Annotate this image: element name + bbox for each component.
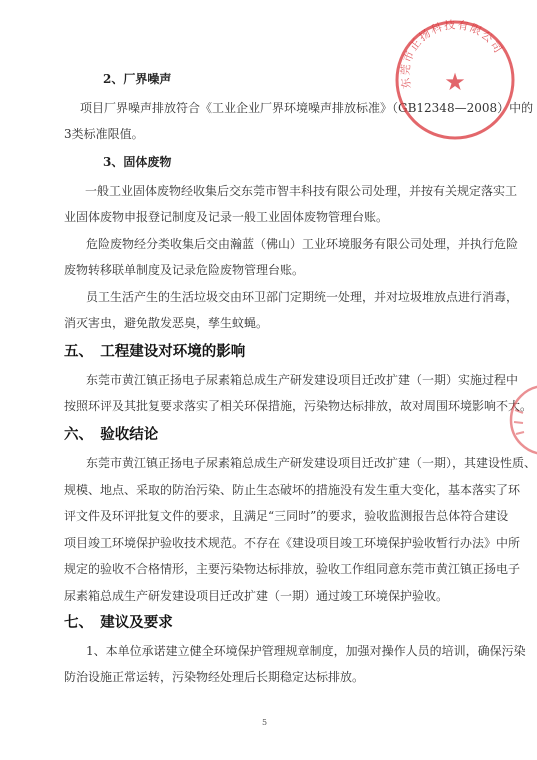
solid-waste-p1-line-2: 业固体废物申报登记制度及记录一般工业固体废物管理台账。 — [64, 210, 389, 224]
solid-waste-p3-line-2: 消灭害虫，避免散发恶臭，孳生蚊蝇。 — [64, 316, 269, 330]
solid-waste-p3-line-1: 员工生活产生的生活垃圾交由环卫部门定期统一处理，并对垃圾堆放点进行消毒， — [86, 290, 519, 304]
page-number: 5 — [262, 718, 268, 727]
section-6-line-4: 项目竣工环境保护验收技术规范。不存在《建设项目竣工环境保护验收暂行办法》中所 — [64, 536, 521, 550]
section-6-line-2: 规模、地点、采取的防治污染、防止生态破坏的措施没有发生重大变化，基本落实了环 — [64, 483, 521, 497]
section-6-line-1: 东莞市黄江镇正扬电子尿素箱总成生产研发建设项目迁改扩建（一期），其建设性质、 — [86, 456, 537, 470]
section-6-line-5: 规定的验收不合格情形，主要污染物达标排放，验收工作组同意东莞市黄江镇正扬电子 — [64, 562, 521, 576]
section-6-heading: 六、 验收结论 — [64, 426, 159, 443]
solid-waste-subheading: 3、固体废物 — [103, 155, 172, 169]
section-5-line-2: 按照环评及其批复要求落实了相关环保措施，污染物达标排放，故对周围环境影响不大。 — [64, 399, 533, 413]
svg-text:★: ★ — [444, 68, 466, 96]
noise-subheading: 2、厂界噪声 — [103, 72, 172, 86]
solid-waste-p2-line-1: 危险废物经分类收集后交由瀚蓝（佛山）工业环境服务有限公司处理，并执行危险 — [86, 237, 519, 251]
noise-paragraph-line-2: 3类标准限值。 — [64, 127, 144, 141]
section-6-line-3: 评文件及环评批复文件的要求，且满足“三同时”的要求，验收监测报告总体符合建设 — [64, 509, 509, 523]
section-7-line-2: 防治设施正常运转，污染物经处理后长期稳定达标排放。 — [64, 670, 365, 684]
section-5-heading: 五、 工程建设对环境的影响 — [64, 343, 246, 360]
solid-waste-p2-line-2: 废物转移联单制度及记录危险废物管理台账。 — [64, 263, 305, 277]
company-seal — [385, 10, 525, 150]
solid-waste-p1-line-1: 一般工业固体废物经收集后交东莞市智丰科技有限公司处理，并按有关规定落实工 — [85, 184, 518, 198]
section-7-heading: 七、 建议及要求 — [64, 614, 173, 631]
section-5-line-1: 东莞市黄江镇正扬电子尿素箱总成生产研发建设项目迁改扩建（一期）实施过程中 — [86, 373, 519, 387]
noise-paragraph-line-1: 项目厂界噪声排放符合《工业企业厂界环境噪声排放标准》（GB12348—2008）中的 — [80, 101, 534, 115]
section-7-line-1: 1、本单位承诺建立健全环境保护管理规章制度，加强对操作人员的培训，确保污染 — [86, 644, 526, 658]
svg-text:东莞市正扬科技有限公司: 东莞市正扬科技有限公司 — [398, 18, 506, 90]
section-6-line-6: 尿素箱总成生产研发建设项目迁改扩建（一期）通过竣工环境保护验收。 — [64, 589, 449, 603]
edge-seal-fragment — [505, 380, 537, 460]
